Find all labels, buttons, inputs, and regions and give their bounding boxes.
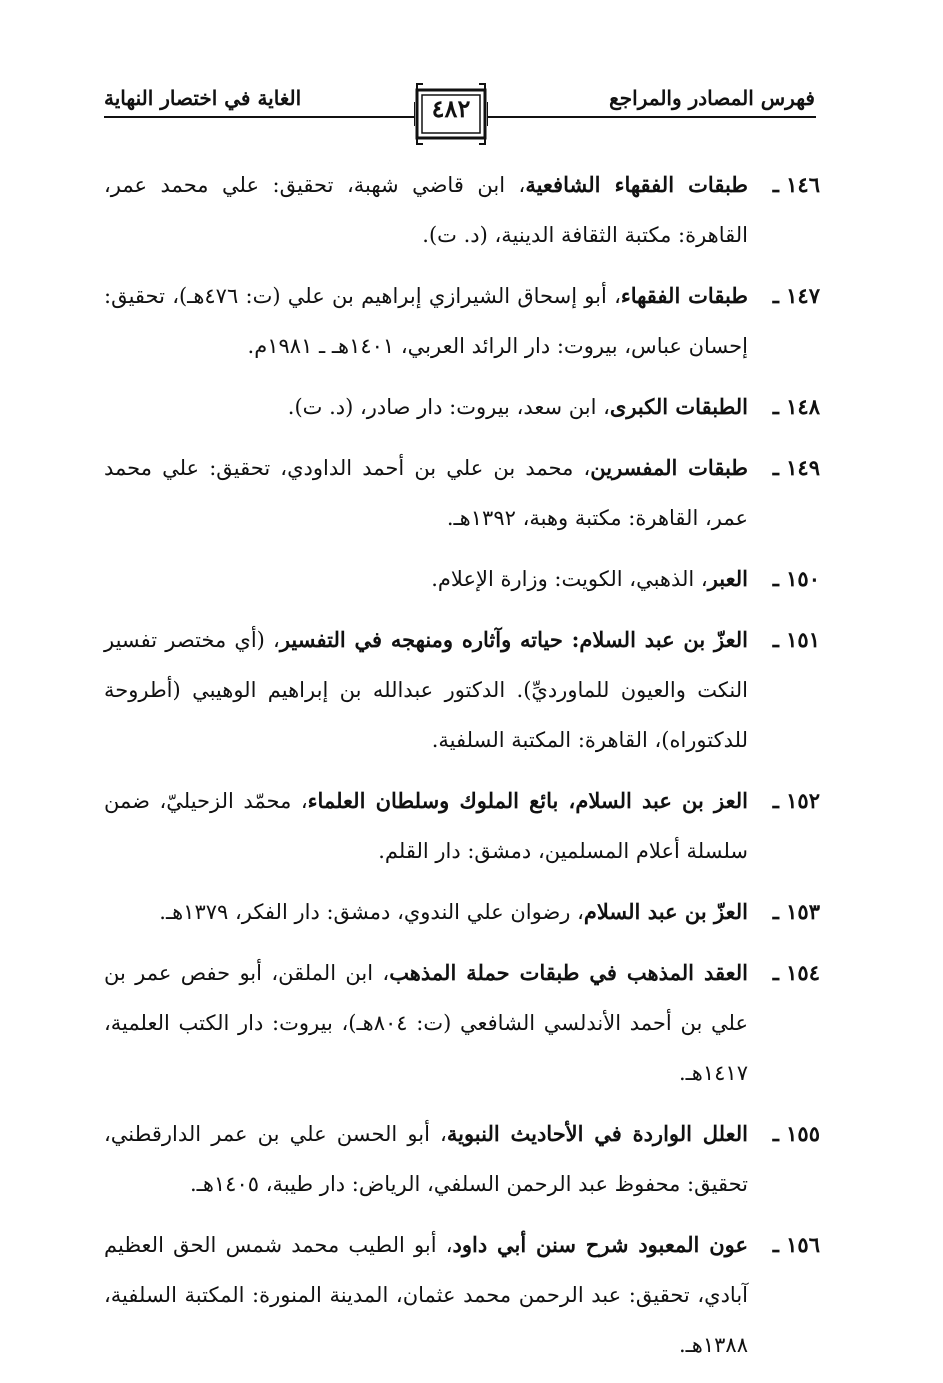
entry-title: العقد المذهب في طبقات حملة المذهب bbox=[389, 960, 749, 985]
entry-title: العزّ بن عبد السلام bbox=[583, 899, 748, 924]
entry-text bbox=[104, 271, 748, 371]
bibliography-entry bbox=[104, 271, 820, 371]
entry-text bbox=[104, 615, 748, 765]
bibliography-entry bbox=[104, 382, 820, 432]
entry-text bbox=[104, 443, 748, 543]
entry-number: ١٤٧ ـ bbox=[772, 283, 820, 308]
entry-text bbox=[104, 382, 748, 432]
entry-number: ١٥٦ ـ bbox=[772, 1232, 820, 1257]
bibliography-entry bbox=[104, 160, 820, 260]
entry-number: ١٥٢ ـ bbox=[772, 788, 820, 813]
entry-details: ، الذهبي، الكويت: وزارة الإعلام. bbox=[431, 567, 708, 591]
entry-text bbox=[104, 160, 748, 260]
entry-title: طبقات المفسرين bbox=[590, 455, 748, 480]
entry-title: العلل الواردة في الأحاديث النبوية bbox=[446, 1121, 748, 1146]
entry-details: ، محمّد الزحيليّ، ضمن سلسلة أعلام المسلمين، دمشق: دار القلم. bbox=[104, 789, 748, 863]
bibliography-entry bbox=[104, 776, 820, 876]
bibliography-entry bbox=[104, 615, 820, 765]
header-rule-right bbox=[488, 116, 816, 118]
bibliography-entry bbox=[104, 443, 820, 543]
entry-text bbox=[104, 1109, 748, 1209]
entry-details: ، (أي مختصر تفسير النكت والعيون للماورديِّ). الدكتور عبدالله بن إبراهيم الوهيبي (أطروحة للدكتوراه)، القاهرة: المكتبة السلفية. bbox=[104, 628, 748, 752]
entry-details: ، رضوان علي الندوي، دمشق: دار الفكر، ١٣٧٩هـ. bbox=[159, 900, 584, 924]
entry-details: ، ابن قاضي شهبة، تحقيق: علي محمد عمر، القاهرة: مكتبة الثقافة الدينية، (د. ت). bbox=[104, 173, 748, 247]
entry-details: ، محمد بن علي بن أحمد الداودي، تحقيق: علي محمد عمر، القاهرة: مكتبة وهبة، ١٣٩٢هـ. bbox=[104, 456, 748, 530]
entry-text bbox=[104, 948, 748, 1098]
entry-details: ، أبو الحسن علي بن عمر الدارقطني، تحقيق: محفوظ عبد الرحمن السلفي، الرياض: دار طيبة، ١٤٠٥هـ. bbox=[104, 1122, 748, 1196]
bibliography-entry bbox=[104, 554, 820, 604]
entry-title: العبر bbox=[707, 566, 748, 591]
entry-number: ١٤٦ ـ bbox=[772, 172, 820, 197]
entry-number: ١٥٠ ـ bbox=[772, 566, 820, 591]
entry-text bbox=[104, 1220, 748, 1370]
bibliography-list bbox=[104, 160, 820, 1381]
entry-number: ١٥٣ ـ bbox=[772, 899, 820, 924]
entry-number: ١٤٩ ـ bbox=[772, 455, 820, 480]
entry-title: عون المعبود شرح سنن أبي داود bbox=[452, 1232, 748, 1257]
entry-details: ، أبو إسحاق الشيرازي إبراهيم بن علي (ت: ٤٧٦هـ)، تحقيق: إحسان عباس، بيروت: دار الرائد العربي، ١٤٠١هـ ـ ١٩٨١م. bbox=[104, 284, 748, 358]
entry-title: الطبقات الكبرى bbox=[609, 394, 748, 419]
bibliography-entry bbox=[104, 1109, 820, 1209]
running-header-book-title: الغاية في اختصار النهاية bbox=[104, 86, 302, 110]
page-number-frame bbox=[414, 82, 488, 146]
bibliography-entry bbox=[104, 948, 820, 1098]
header-rule-left bbox=[104, 116, 414, 118]
page-number: ٤٨٢ bbox=[431, 94, 471, 123]
entry-title: طبقات الفقهاء الشافعية bbox=[525, 172, 749, 197]
entry-number: ١٥٤ ـ bbox=[772, 960, 820, 985]
entry-text bbox=[104, 554, 748, 604]
entry-number: ١٤٨ ـ bbox=[772, 394, 820, 419]
entry-number: ١٥٥ ـ bbox=[772, 1121, 820, 1146]
entry-details: ، ابن الملقن، أبو حفص عمر بن علي بن أحمد الأندلسي الشافعي (ت: ٨٠٤هـ)، بيروت: دار الكتب العلمية، ١٤١٧هـ. bbox=[104, 961, 748, 1085]
running-header-section-title: فهرس المصادر والمراجع bbox=[609, 86, 815, 110]
entry-details: ، أبو الطيب محمد شمس الحق العظيم آبادي، تحقيق: عبد الرحمن محمد عثمان، المدينة المنورة: المكتبة السلفية، ١٣٨٨هـ. bbox=[104, 1233, 748, 1357]
bibliography-entry bbox=[104, 1220, 820, 1370]
entry-title: العز بن عبد السلام، بائع الملوك وسلطان العلماء bbox=[307, 788, 748, 813]
entry-title: العزّ بن عبد السلام: حياته وآثاره ومنهجه في التفسير bbox=[279, 627, 748, 652]
entry-text bbox=[104, 776, 748, 876]
entry-number: ١٥١ ـ bbox=[772, 627, 820, 652]
bibliography-entry bbox=[104, 887, 820, 937]
entry-text bbox=[104, 887, 748, 937]
entry-details: ، ابن سعد، بيروت: دار صادر، (د. ت). bbox=[287, 395, 610, 419]
entry-title: طبقات الفقهاء bbox=[620, 283, 748, 308]
